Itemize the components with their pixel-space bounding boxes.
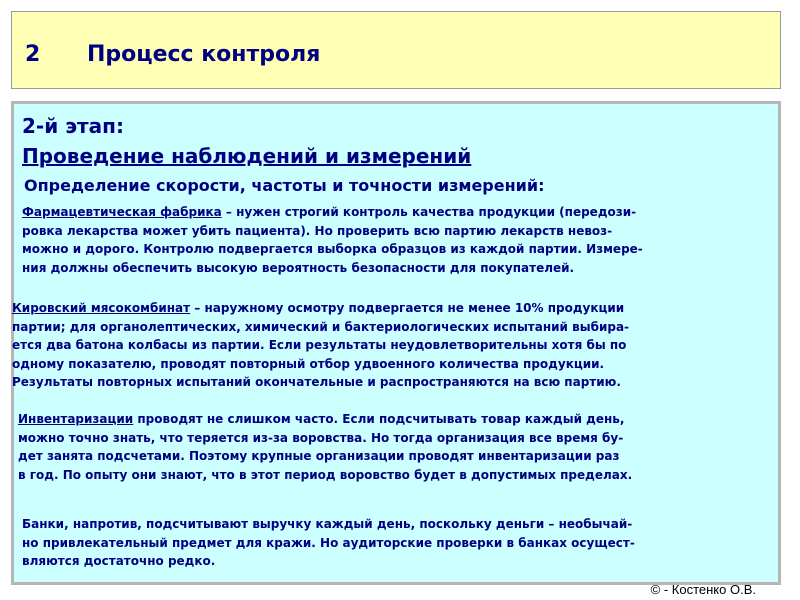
copyright-footer: © - Костенко О.В.: [650, 582, 756, 597]
page-title: Процесс контроля: [87, 42, 321, 67]
paragraph-line: ется два батона колбасы из партии. Если результаты неудовлетворительны хотя бы по: [12, 338, 627, 352]
stage-label: 2-й этап:: [22, 114, 124, 138]
paragraph-inventory: [18, 410, 632, 484]
section-number: 2: [25, 42, 41, 67]
paragraph-line: Результаты повторных испытаний окончательные и распространяются на всю партию.: [12, 375, 621, 389]
paragraph-lead: Инвентаризации: [18, 412, 134, 426]
paragraph-line: Инвентаризации проводят не слишком часто. Если подсчитывать товар каждый день,: [18, 412, 625, 426]
paragraph-lead: Фармацевтическая фабрика: [22, 205, 222, 219]
paragraph-meat-plant: [12, 299, 629, 392]
paragraph-lead: Кировский мясокомбинат: [12, 301, 191, 315]
paragraph-line: одному показателю, проводят повторный отбор удвоенного количества продукции.: [12, 356, 605, 371]
paragraph-line: ния должны обеспечить высокую вероятность безопасности для покупателей.: [22, 260, 575, 275]
paragraph-line: партии; для органолептических, химический и бактериологических испытаний выбира-: [12, 319, 630, 334]
paragraph-line: ровка лекарства может убить пациента). Но проверить всю партию лекарств невоз-: [22, 223, 613, 238]
paragraph-pharma: [22, 203, 643, 277]
paragraph-line: можно точно знать, что теряется из-за воровства. Но тогда организация все время бу-: [18, 430, 624, 445]
stage-heading: Проведение наблюдений и измерений: [22, 144, 472, 168]
paragraph-line: Банки, напротив, подсчитывают выручку каждый день, поскольку деньги – необычай-: [22, 517, 633, 531]
title-banner: [11, 11, 781, 89]
paragraph-line: в год. По опыту они знают, что в этот период воровство будет в допустимых пределах.: [18, 467, 633, 482]
paragraph-line: Кировский мясокомбинат – наружному осмотру подвергается не менее 10% продукции: [12, 301, 625, 315]
paragraph-line: вляются достаточно редко.: [22, 554, 216, 568]
paragraph-line: но привлекательный предмет для кражи. Но аудиторские проверки в банках осущест-: [22, 535, 635, 550]
paragraph-line: Фармацевтическая фабрика – нужен строгий контроль качества продукции (передози-: [22, 205, 637, 219]
stage-subheading: Определение скорости, частоты и точности измерений:: [24, 176, 545, 195]
paragraph-banks: [22, 515, 635, 571]
paragraph-line: дет занята подсчетами. Поэтому крупные организации проводят инвентаризации раз: [18, 449, 620, 463]
paragraph-line: можно и дорого. Контролю подвергается выборка образцов из каждой партии. Измере-: [22, 242, 643, 256]
